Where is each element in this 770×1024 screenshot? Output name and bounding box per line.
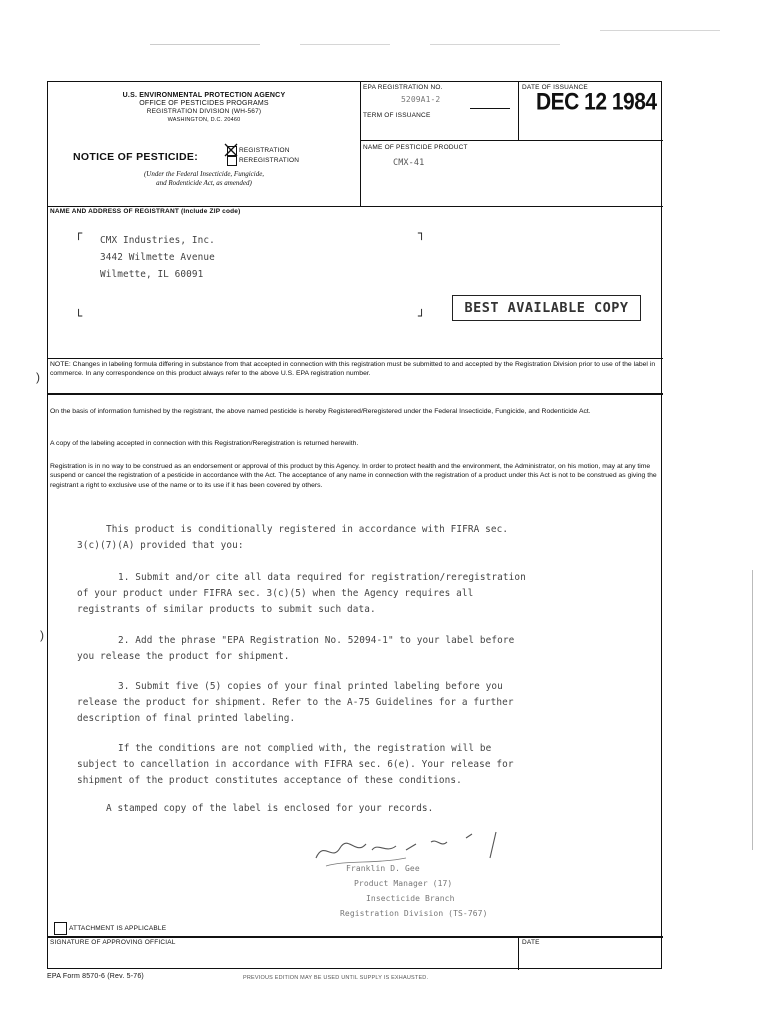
scan-noise-line xyxy=(600,30,720,31)
division-name: REGISTRATION DIVISION (WH-567) xyxy=(146,108,262,115)
header-divider xyxy=(360,82,361,206)
supply-note: PREVIOUS EDITION MAY BE USED UNTIL SUPPLY IS EXHAUSTED. xyxy=(243,975,429,981)
form-number: EPA Form 8570-6 (Rev. 5-76) xyxy=(47,973,144,980)
margin-mark: ) xyxy=(36,370,40,384)
attachment-checkbox[interactable] xyxy=(54,922,67,935)
agency-block xyxy=(48,92,360,124)
agency-address: WASHINGTON, D.C. 20460 xyxy=(167,117,241,123)
condition-intro: This product is conditionally registered in accordance with FIFRA sec. xyxy=(106,524,509,535)
compliance-notice-cont: subject to cancellation in accordance with FIFRA sec. 6(e). Your release for xyxy=(77,759,514,770)
compliance-notice: If the conditions are not complied with, the registration will be xyxy=(118,743,492,754)
product-name-value: CMX-41 xyxy=(393,158,425,168)
margin-mark: ) xyxy=(40,628,44,642)
date-issuance-label: DATE OF ISSUANCE xyxy=(522,84,588,91)
checkmark-x-icon xyxy=(224,143,238,157)
corner-bracket: ┐ xyxy=(418,226,426,240)
registrant-bottom-rule xyxy=(48,358,663,359)
signature-label: SIGNATURE OF APPROVING OFFICIAL xyxy=(50,939,176,946)
scan-noise-line xyxy=(150,44,260,45)
date-column-divider xyxy=(518,936,519,970)
enclosure-note: A stamped copy of the label is enclosed for your records. xyxy=(106,803,434,814)
handwritten-signature xyxy=(306,820,536,872)
product-name-label: NAME OF PESTICIDE PRODUCT xyxy=(363,144,468,151)
registrant-name: CMX Industries, Inc. xyxy=(100,235,215,246)
condition-intro-cont: 3(c)(7)(A) provided that you: xyxy=(77,540,244,551)
condition-1-end: registrants of similar products to submit such data. xyxy=(77,604,376,615)
office-name: OFFICE OF PESTICIDES PROGRAMS xyxy=(139,100,269,107)
signer-branch: Insecticide Branch xyxy=(366,894,455,903)
epa-reg-value: 5209A1-2 xyxy=(401,95,441,104)
reregistration-checkbox[interactable] xyxy=(227,156,237,166)
condition-3-end: description of final printed labeling. xyxy=(77,713,296,724)
registrant-label: NAME AND ADDRESS OF REGISTRANT (Include ZIP code) xyxy=(50,208,241,215)
scan-noise-line xyxy=(300,44,390,45)
note-bottom-rule xyxy=(48,393,663,395)
labeling-statement: A copy of the labeling accepted in connection with this Registration/Reregistration is returned herewith. xyxy=(50,440,359,447)
condition-1: 1. Submit and/or cite all data required for registration/reregistration xyxy=(118,572,526,583)
note-text: NOTE: Changes in labeling formula differing in substance from that accepted in connection with this registration must be submitted to and accepted by the Registration Division prior to use of the label in commerce. In any correspondence on this product always refer to the above U.S. EPA registration number. xyxy=(50,361,656,378)
signature-top-rule xyxy=(48,936,663,938)
attachment-label: ATTACHMENT IS APPLICABLE xyxy=(69,925,167,932)
registration-option: REGISTRATION xyxy=(239,147,290,154)
condition-1-cont: of your product under FIFRA sec. 3(c)(5) when the Agency requires all xyxy=(77,588,474,599)
condition-2: 2. Add the phrase "EPA Registration No. 52094-1" to your label before xyxy=(118,635,515,646)
registrant-street: 3442 Wilmette Avenue xyxy=(100,252,215,263)
corner-bracket: └ xyxy=(75,309,83,323)
condition-2-cont: you release the product for shipment. xyxy=(77,651,290,662)
notice-title: NOTICE OF PESTICIDE: xyxy=(73,151,199,163)
epa-reg-label: EPA REGISTRATION NO. xyxy=(363,84,443,91)
header-bottom-rule xyxy=(48,206,663,207)
term-label: TERM OF ISSUANCE xyxy=(363,112,431,119)
disclaimer-text: Registration is in no way to be construed as an endorsement or approval of this product by this Agency. In order to protect health and the environment, the Administrator, on his motion, may at any time suspend or cancel the registration of a pesticide in accordance with the Act. The acceptance of any name in connection with the registration of a product under this Act is not to be construed as giving the registrant a right to exclusive use of the name or to its use if it has been covered by others. xyxy=(50,463,657,489)
pesticide-notice-form xyxy=(47,81,662,969)
date-label: DATE xyxy=(522,939,540,946)
condition-3-cont: release the product for shipment. Refer to the A-75 Guidelines for a further xyxy=(77,697,514,708)
best-available-copy-stamp: BEST AVAILABLE COPY xyxy=(452,295,641,321)
date-box-divider xyxy=(518,82,519,140)
act-line-2: and Rodenticide Act, as amended) xyxy=(156,178,252,187)
compliance-notice-end: shipment of the product constitutes acceptance of these conditions. xyxy=(77,775,462,786)
scan-edge-line xyxy=(752,570,753,850)
signer-title: Product Manager (17) xyxy=(354,879,453,888)
agency-name: U.S. ENVIRONMENTAL PROTECTION AGENCY xyxy=(122,92,286,99)
signer-name: Franklin D. Gee xyxy=(346,864,420,873)
registration-statement: On the basis of information furnished by the registrant, the above named pesticide is hereby Registered/Reregistered under the Federal Insecticide, Fungicide, and Rodenticide Act. xyxy=(50,408,591,415)
scan-noise-line xyxy=(430,44,560,45)
act-line-1: (Under the Federal Insecticide, Fungicide, xyxy=(143,170,265,178)
act-reference xyxy=(48,170,360,187)
corner-bracket: ┌ xyxy=(75,226,83,240)
date-issuance-stamp: DEC 12 1984 xyxy=(536,89,657,116)
condition-3: 3. Submit five (5) copies of your final printed labeling before you xyxy=(118,681,503,692)
reregistration-option: REREGISTRATION xyxy=(239,157,300,164)
corner-bracket: ┘ xyxy=(418,309,426,323)
reg-value-underline xyxy=(470,108,510,109)
term-box-bottom xyxy=(360,140,518,141)
signer-division: Registration Division (TS-767) xyxy=(340,909,488,918)
date-box-bottom xyxy=(518,140,663,141)
registrant-city: Wilmette, IL 60091 xyxy=(100,269,204,280)
